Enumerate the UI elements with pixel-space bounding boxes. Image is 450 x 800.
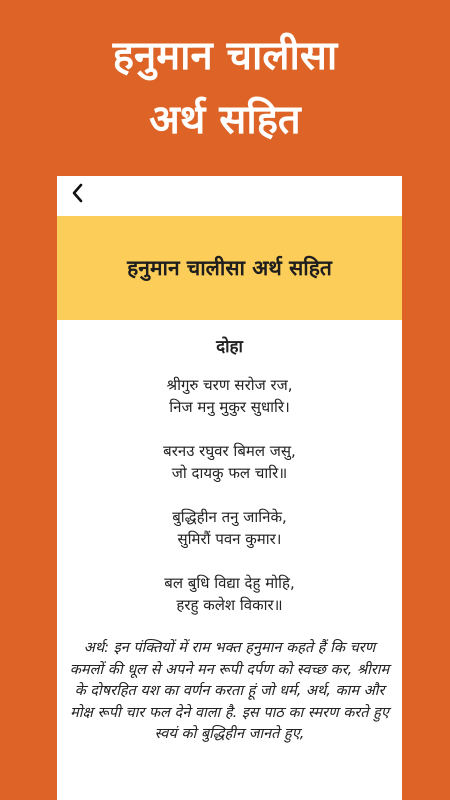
header-banner — [57, 216, 402, 320]
verse — [57, 506, 402, 550]
promo-title-line2: अर्थ सहित — [149, 97, 301, 143]
verse — [57, 572, 402, 616]
app-toolbar — [57, 176, 402, 216]
app-screen — [57, 176, 402, 800]
verse-line: हरहु कलेश विकार॥ — [176, 596, 283, 614]
verse-line: सुमिरौं पवन कुमार। — [177, 530, 282, 548]
verse — [57, 440, 402, 484]
verse-line: श्रीगुरु चरण सरोज रज, — [166, 376, 293, 394]
meaning-paragraph: अर्थ: इन पंक्तियों में राम भक्त हनुमान कहते हैं कि चरण कमलों की धूल से अपने मन रूपी दर्पण को स्वच्छ कर, श्रीराम के दोषरहित यश का वर्णन करता हूं जो धर्म, अर्थ, काम और मोक्ष रूपी चार फल देने वाला है. इस पाठ का स्मरण करते हुए स्वयं को बुद्धिहीन जानते हुए, — [69, 640, 390, 742]
verse — [57, 374, 402, 418]
promo-title-line1: हनुमान चालीसा — [112, 33, 338, 79]
chevron-left-icon — [67, 180, 89, 206]
page-title: हनुमान चालीसा अर्थ सहित — [127, 256, 332, 280]
promo-banner — [0, 0, 450, 175]
verse-line: बुद्धिहीन तनु जानिके, — [172, 508, 287, 526]
verse-line: जो दायकु फल चारि॥ — [171, 464, 288, 482]
chalisa-content — [57, 334, 402, 746]
verse-line: बरनउ रघुवर बिमल जसु, — [163, 442, 296, 460]
back-button[interactable] — [67, 180, 95, 210]
verse-line: बल बुधि विद्या देहु मोहि, — [164, 574, 295, 592]
verse-line: निज मनु मुकुर सुधारि। — [169, 398, 290, 416]
section-title: दोहा — [216, 337, 243, 357]
